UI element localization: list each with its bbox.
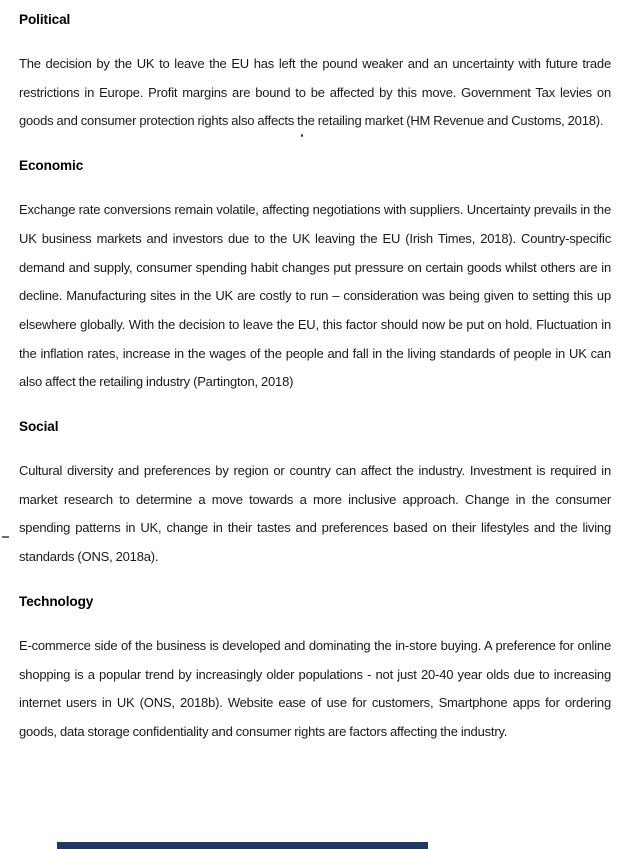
section-body-social: Cultural diversity and preferences by region or country can affect the industry. Investment is required in market research to determine a move towards a more inclusive approach. Change in the consumer spending patterns in UK, change in their tastes and preferences based on their lifestyles and the living standards (ONS, 2018a). <box>19 463 611 565</box>
section-heading-technology: Technology <box>19 593 94 609</box>
section-body-political: The decision by the UK to leave the EU has left the pound weaker and an uncertainty with future trade restrictions in Europe. Profit margins are bound to be affected by this move. Government Tax levies on goods and consumer protection rights also affects the retailing market (HM Revenue and Customs, 2018). <box>19 56 611 129</box>
section-body-economic: Exchange rate conversions remain volatile, affecting negotiations with suppliers. Uncertainty prevails in the UK business markets and investors due to the UK leaving the EU (Irish Times, 2018). Country-specific demand and supply, consumer spending habit changes put pressure on certain goods whilst others are in decline. Manufacturing sites in the UK are costly to run – consideration was being given to setting this up elsewhere globally. With the decision to leave the EU, this factor should now be put on hold. Fluctuation in the inflation rates, increase in the wages of the people and fall in the living standards of people in UK can also affect the retailing industry (Partington, 2018) <box>19 202 611 390</box>
section-economic <box>19 156 611 397</box>
section-heading-economic: Economic <box>19 158 84 174</box>
stray-dot-mark <box>301 134 303 137</box>
section-body-technology: E-commerce side of the business is developed and dominating the in-store buying. A preference for online shopping is a popular trend by increasingly older populations - not just 20-40 year olds due to increasing internet users in UK (ONS, 2018b). Website ease of use for customers, Smartphone apps for ordering goods, data storage confidentiality and consumer rights are factors affecting the industry. <box>19 637 611 739</box>
section-political <box>19 10 611 136</box>
next-page-table-edge-bar <box>57 842 428 849</box>
section-technology <box>19 592 611 747</box>
section-social <box>19 417 611 572</box>
stray-dash-mark <box>2 536 9 538</box>
section-heading-political: Political <box>19 12 71 27</box>
section-heading-social: Social <box>19 419 59 435</box>
